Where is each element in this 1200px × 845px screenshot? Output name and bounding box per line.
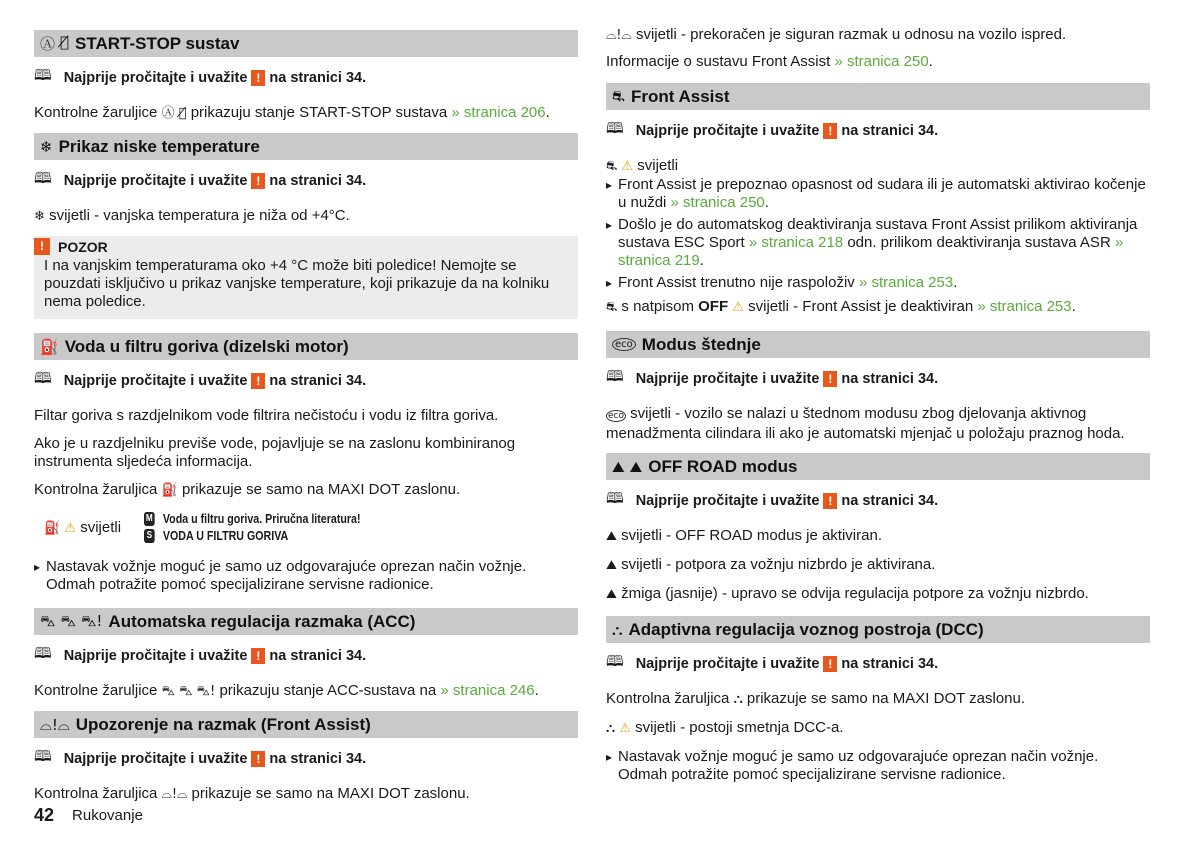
list-item: ▸ Front Assist trenutno nije raspoloživ » stranica 253.	[606, 274, 1150, 292]
section-header-dcc	[606, 616, 1150, 643]
book-icon: 🕮	[34, 169, 52, 187]
maxi-dot-badge: M	[145, 512, 153, 524]
page-link[interactable]: » stranica 253	[977, 298, 1072, 315]
section-header-start-stop	[34, 30, 578, 57]
paragraph: Kontrolna žaruljica ⛽ prikazuje se samo na MAXI DOT zaslonu.	[34, 481, 461, 498]
list-item: ▸ Nastavak vožnje moguć je samo uz odgovarajuće oprezan način vožnje. Odmah potražite pomoć specijalizirane servisne radionice.	[606, 748, 1150, 784]
section-title: Voda u filtru goriva (dizelski motor)	[64, 336, 349, 356]
list-item: ▸ Došlo je do automatskog deaktiviranja sustava Front Assist prilikom aktiviranja sustava ESC Sport » stranica 218 odn. prilikom deaktiviranja sustava ASR » stranica 219.	[606, 216, 1150, 270]
fuel-water-icon: ⛽	[40, 337, 59, 356]
header-icons	[40, 33, 69, 54]
section-header-low-temperature	[34, 133, 578, 160]
acc-icon: ⛍	[40, 611, 56, 630]
paragraph: ⛰ svijetli - OFF ROAD modus je aktiviran.	[606, 527, 882, 544]
book-icon: 🕮	[34, 644, 52, 662]
book-icon: 🕮	[34, 747, 52, 765]
start-stop-icons-inline: Ⓐ Ⓐ̸	[161, 106, 187, 121]
paragraph: ⛰ žmiga (jasnije) - upravo se odvija regulacija potpore za vožnju nizbrdo.	[606, 585, 1089, 602]
dcc-icon: ⛬	[612, 620, 623, 639]
page-number: 42	[34, 805, 55, 825]
book-icon: 🕮	[34, 369, 52, 387]
page-link[interactable]: na stranici 34.	[841, 492, 939, 509]
section-title: START-STOP sustav	[75, 33, 240, 53]
paragraph: ⛐ s natpisom OFF ⚠ svijetli - Front Assist je deaktiviran » stranica 253.	[606, 298, 1076, 315]
acc-fault-icon: ⛍!	[80, 611, 103, 630]
warning-triangle-icon: ⚠	[619, 721, 631, 736]
paragraph: ⌓!⌓ svijetli - prekoračen je siguran razmak u odnosu na vozilo ispred.	[606, 26, 1067, 43]
section-header-water-in-fuel-filter	[34, 333, 578, 360]
page-link[interactable]: na stranici 34.	[269, 372, 367, 389]
section-title: Front Assist	[630, 86, 730, 106]
page-link[interactable]: na stranici 34.	[841, 370, 939, 387]
warning-triangle-icon: ⚠	[621, 159, 634, 174]
section-title: Automatska regulacija razmaka (ACC)	[108, 611, 416, 631]
section-header-acc	[34, 608, 578, 635]
page-link[interactable]: » stranica 246	[440, 682, 535, 699]
off-label: OFF	[698, 298, 729, 315]
section-header-off-road	[606, 453, 1150, 480]
off-road-icon: ⛰	[612, 457, 625, 476]
dcc-icon: ⛬	[606, 721, 616, 736]
warning-box	[34, 236, 578, 319]
front-assist-icon: ⛐	[606, 300, 618, 315]
list-item: ▸ Front Assist je prepoznao opasnost od sudara ili je automatski aktivirao kočenje u nuždi » stranica 250.	[606, 176, 1150, 212]
book-icon: 🕮	[606, 119, 624, 137]
fuel-water-icon: ⛽	[161, 483, 178, 498]
warning-icon: !	[823, 493, 837, 509]
paragraph: Ako je u razdjelniku previše vode, pojavljuje se na zaslonu kombiniranog instrumenta sljedeća informacija.	[34, 435, 516, 470]
warning-triangle-icon: ⚠	[732, 300, 744, 315]
safety-reference: 🕮 Najprije pročitajte i uvažite ! na stranici 34.	[606, 651, 1150, 676]
warning-icon: !	[34, 238, 50, 255]
section-title: Modus štednje	[641, 334, 761, 354]
section-title: OFF ROAD modus	[648, 456, 798, 476]
safety-reference: 🕮 Najprije pročitajte i uvažite ! na stranici 34.	[34, 65, 578, 90]
snowflake-icon: ❄	[40, 137, 53, 156]
warning-icon: !	[251, 751, 265, 767]
book-icon: 🕮	[606, 489, 624, 507]
snowflake-icon: ❄	[34, 209, 45, 224]
section-title: Upozorenje na razmak (Front Assist)	[75, 714, 371, 734]
page-link[interactable]: na stranici 34.	[841, 122, 939, 139]
paragraph: Kontrolne žaruljice ⛍ ⛍ ⛍! prikazuju stanje ACC-sustava na » stranica 246.	[34, 682, 539, 699]
start-stop-off-icon: Ⓐ̸	[60, 33, 70, 51]
display-message-maxi-dot: M Voda u filtru goriva. Priručna literatura!	[145, 511, 361, 526]
warning-icon: !	[823, 656, 837, 672]
safety-reference: 🕮 Najprije pročitajte i uvažite ! na stranici 34.	[606, 118, 1150, 143]
page-link[interactable]: na stranici 34.	[269, 647, 367, 664]
front-assist-icon: ⛐	[606, 159, 618, 174]
page-link[interactable]: » stranica 218	[748, 234, 844, 251]
safety-reference: 🕮 Najprije pročitajte i uvažite ! na stranici 34.	[34, 643, 578, 668]
warning-icon: !	[251, 70, 265, 86]
hill-descent-icon: ⛰	[606, 587, 617, 602]
section-header-eco-mode	[606, 331, 1150, 358]
page-link[interactable]: na stranici 34.	[269, 172, 367, 189]
book-icon: 🕮	[34, 66, 52, 84]
book-icon: 🕮	[606, 652, 624, 670]
safety-reference: 🕮 Najprije pročitajte i uvažite ! na stranici 34.	[606, 366, 1150, 391]
display-message-segment: S VODA U FILTRU GORIVA	[144, 527, 361, 544]
warning-icon: !	[823, 123, 837, 139]
hill-descent-icon: ⛰	[629, 457, 643, 476]
paragraph: ⛐ ⚠ svijetli	[606, 157, 679, 174]
front-assist-icon: ⛐	[612, 86, 625, 105]
right-column	[606, 26, 1150, 788]
left-column	[34, 26, 578, 814]
distance-warning-icon: ⌓!⌓	[161, 787, 188, 802]
warning-triangle-icon: ⚠	[64, 520, 77, 536]
page-link[interactable]: » stranica 219	[618, 234, 1124, 269]
book-icon: 🕮	[606, 367, 624, 385]
display-label: ⛽ ⚠ svijetli	[44, 518, 122, 536]
paragraph: Kontrolna žaruljica ⛬ prikazuje se samo na MAXI DOT zaslonu.	[606, 690, 1026, 707]
eco-icon: eco	[608, 411, 624, 421]
warning-icon: !	[251, 648, 265, 664]
section-title: Prikaz niske temperature	[58, 136, 260, 156]
section-title: Adaptivna regulacija voznog postroja (DCC)	[628, 619, 984, 639]
acc-active-icon: ⛍	[60, 611, 76, 630]
page-link[interactable]: na stranici 34.	[269, 750, 367, 767]
page-footer	[34, 805, 143, 826]
safety-reference: 🕮 Najprije pročitajte i uvažite ! na stranici 34.	[606, 488, 1150, 513]
safety-reference: 🕮 Najprije pročitajte i uvažite ! na stranici 34.	[34, 746, 578, 771]
safety-reference: 🕮 Najprije pročitajte i uvažite ! na stranici 34.	[34, 168, 578, 193]
distance-warning-icon: ⌓!⌓	[606, 28, 632, 43]
paragraph: Kontrolne žaruljice Ⓐ Ⓐ̸ prikazuju stanje START-STOP sustava » stranica 206.	[34, 104, 550, 121]
section-name: Rukovanje	[72, 807, 143, 824]
paragraph: ⛬ ⚠ svijetli - postoji smetnja DCC-a.	[606, 719, 844, 736]
paragraph: Informacije o sustavu Front Assist » stranica 250.	[606, 53, 933, 70]
page-link[interactable]: » stranica 206	[451, 104, 546, 121]
fuel-water-icon: ⛽	[44, 520, 61, 536]
warning-icon: !	[251, 173, 265, 189]
page-link[interactable]: » stranica 250	[670, 194, 765, 211]
paragraph: Kontrolna žaruljica ⌓!⌓ prikazuje se samo na MAXI DOT zaslonu.	[34, 785, 470, 802]
display-messages	[44, 510, 578, 544]
page-link[interactable]: » stranica 250	[834, 53, 929, 70]
page-link[interactable]: » stranica 253	[858, 274, 954, 291]
eco-icon: eco	[612, 338, 636, 351]
page-link[interactable]: na stranici 34.	[841, 655, 939, 672]
safety-reference: 🕮 Najprije pročitajte i uvažite ! na stranici 34.	[34, 368, 578, 393]
off-road-icon: ⛰	[606, 529, 617, 544]
distance-warning-icon: ⌓!⌓	[40, 715, 70, 734]
warning-box-title: ! POZOR	[44, 238, 568, 255]
warning-text: I na vanjskim temperaturama oko +4 °C može biti poledice! Nemojte se pouzdati isključivo u prikaz vanjske temperature, koji prikazuje da na kolniku nema poledice.	[44, 257, 550, 310]
dcc-icon: ⛬	[733, 692, 743, 707]
paragraph: eco svijetli - vozilo se nalazi u štednom modusu zbog djelovanja aktivnog menadžmenta cilindara ili ako je automatski mjenjač u položaju praznog hoda.	[606, 405, 1125, 442]
start-stop-icon: Ⓐ	[40, 35, 56, 53]
paragraph: Filtar goriva s razdjelnikom vode filtrira nečistoću i vodu iz filtra goriva.	[34, 407, 499, 424]
page-link[interactable]: na stranici 34.	[269, 69, 367, 86]
hill-descent-icon: ⛰	[606, 558, 617, 573]
segment-badge: S	[144, 529, 155, 543]
paragraph: ❄ svijetli - vanjska temperatura je niža od +4°C.	[34, 207, 350, 224]
acc-icons-inline: ⛍ ⛍ ⛍!	[161, 684, 216, 699]
warning-icon: !	[251, 373, 265, 389]
display-message-list	[144, 510, 361, 544]
warning-icon: !	[823, 371, 837, 387]
list-item: ▸ Nastavak vožnje moguć je samo uz odgovarajuće oprezan način vožnje. Odmah potražite pomoć specijalizirane servisne radionice.	[34, 558, 578, 594]
paragraph: ⛰ svijetli - potpora za vožnju nizbrdo je aktivirana.	[606, 556, 936, 573]
section-header-distance-warning	[34, 711, 578, 738]
section-header-front-assist	[606, 83, 1150, 110]
